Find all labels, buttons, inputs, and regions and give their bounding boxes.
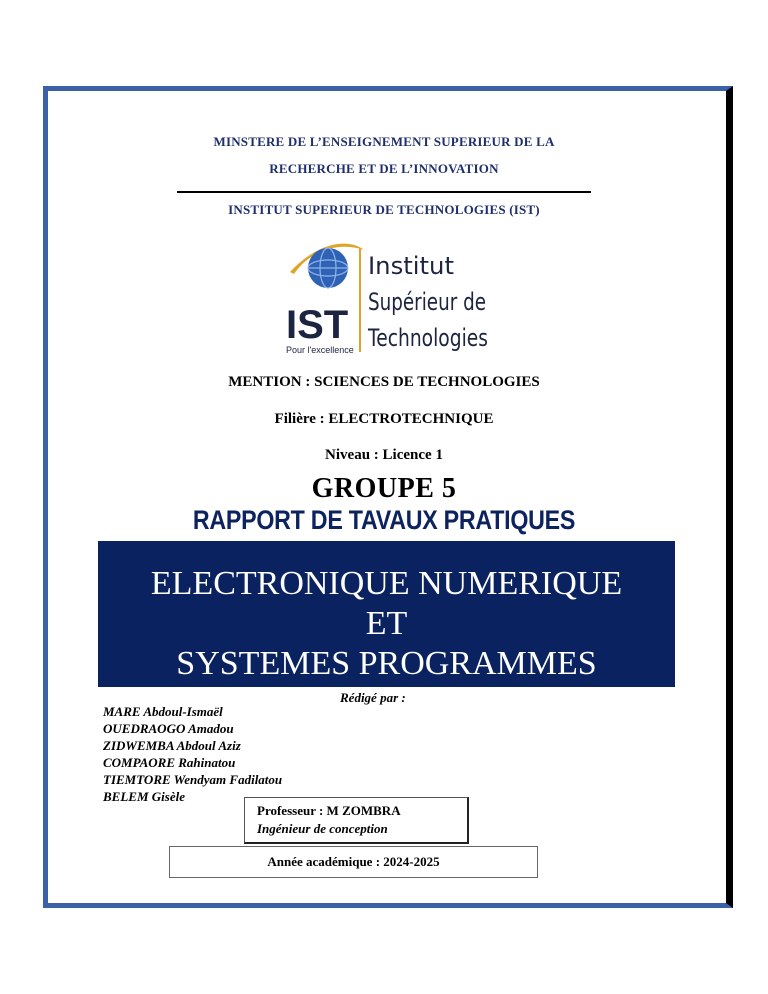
- professor-box: [244, 797, 469, 844]
- institute-name: INSTITUT SUPERIEUR DE TECHNOLOGIES (IST): [228, 202, 540, 217]
- author-item: BELEM Gisèle: [103, 789, 185, 804]
- author-item: COMPAORE Rahinatou: [103, 755, 236, 770]
- subject-line-1: ELECTRONIQUE NUMERIQUE: [150, 565, 623, 602]
- author-item: OUEDRAOGO Amadou: [103, 721, 234, 736]
- logo-name-line-1: Institut: [368, 252, 454, 280]
- subject-line-2: ET: [365, 605, 408, 642]
- logo-name-line-3: Technologies: [367, 324, 488, 352]
- logo-tagline: Pour l'excellence: [286, 345, 354, 355]
- author-item: TIEMTORE Wendyam Fadilatou: [103, 772, 283, 787]
- ministry-line-1: MINSTERE DE L’ENSEIGNEMENT SUPERIEUR DE LA: [213, 134, 555, 149]
- authors-list: [103, 703, 282, 805]
- niveau: Niveau : Licence 1: [325, 447, 443, 463]
- professor-role: Ingénieur de conception: [257, 821, 388, 836]
- author-item: ZIDWEMBA Abdoul Aziz: [103, 738, 241, 753]
- groupe-title: GROUPE 5: [311, 473, 457, 504]
- ist-logo: [282, 240, 492, 358]
- filiere: Filière : ELECTROTECHNIQUE: [274, 411, 494, 427]
- authors-label: Rédigé par :: [340, 690, 406, 705]
- report-title: RAPPORT DE TAVAUX PRATIQUES: [192, 505, 576, 535]
- header-divider: [177, 191, 591, 193]
- logo-name-line-2: Supérieur de: [368, 288, 486, 316]
- subject-banner: [98, 541, 675, 687]
- academic-year-box: Année académique : 2024-2025: [169, 846, 538, 878]
- mention: MENTION : SCIENCES DE TECHNOLOGIES: [228, 374, 540, 390]
- ministry-line-2: RECHERCHE ET DE L’INNOVATION: [269, 161, 499, 176]
- subject-line-3: SYSTEMES PROGRAMMES: [176, 645, 597, 682]
- logo-acronym: IST: [286, 303, 349, 347]
- professor-name: Professeur : M ZOMBRA: [257, 803, 401, 818]
- author-item: MARE Abdoul-Ismaël: [103, 704, 223, 719]
